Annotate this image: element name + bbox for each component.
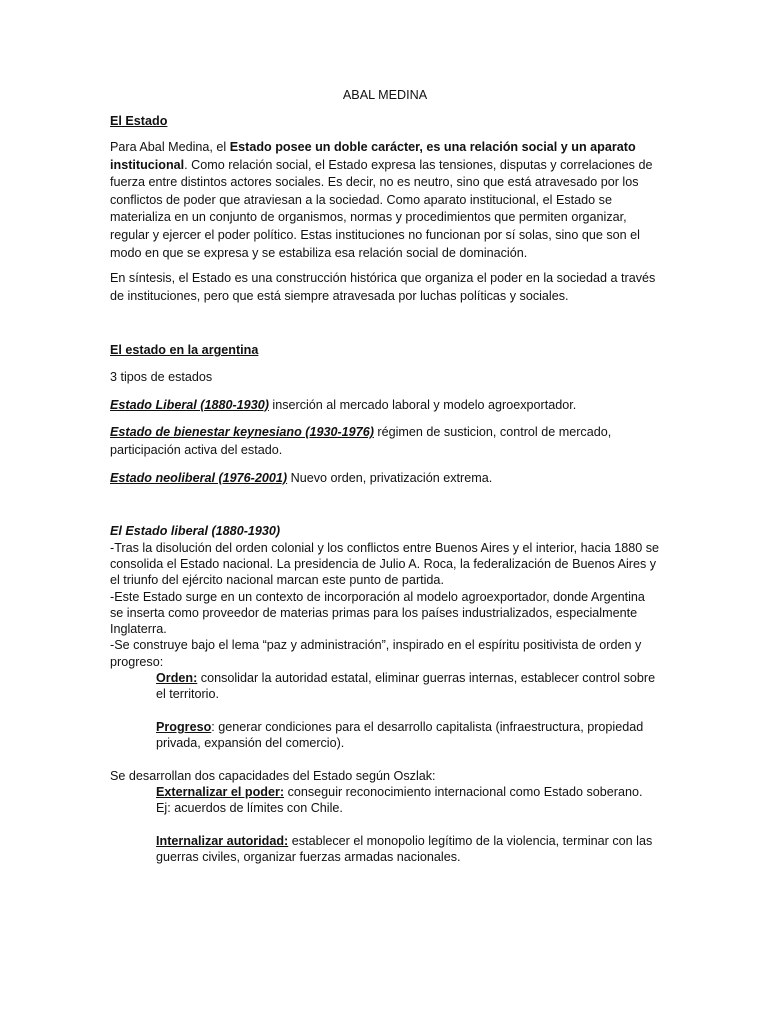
term-orden: Orden: [156, 671, 198, 686]
section-heading-estado-argentina: El estado en la argentina [110, 343, 259, 358]
capacidades-intro: Se desarrollan dos capacidades del Estado según Oszlak: [110, 768, 436, 783]
term-desc: establecer el monopolio legítimo de la violencia, terminar con las guerras civiles, organizar fuerzas armadas nacionales. [156, 833, 653, 865]
paragraph-text: Para Abal Medina, el [110, 140, 230, 154]
bullet-text: -Se construye bajo el lema “paz y administración”, inspirado en el espíritu positivista de orden y progreso: [110, 638, 642, 669]
indented-item-progreso [156, 719, 660, 752]
term-desc: consolidar la autoridad estatal, eliminar guerras internas, establecer control sobre el territorio. [156, 671, 656, 702]
bold-definition: Estado posee un doble carácter, es una relación social y un aparato institucional [110, 140, 636, 172]
state-type-item [110, 423, 660, 459]
state-type-item [110, 396, 660, 414]
term-progreso: Progreso [156, 719, 212, 734]
example-text: Ej: acuerdos de límites con Chile. [156, 801, 343, 816]
types-intro: 3 tipos de estados [110, 370, 213, 385]
term-desc: : generar condiciones para el desarrollo capitalista (infraestructura, propiedad privada, expansión del comercio). [156, 719, 644, 751]
section-heading-el-estado: El Estado [110, 114, 168, 128]
state-type-term: Estado de bienestar keynesiano (1930-1976) [110, 425, 374, 440]
indented-item-externalizar [156, 784, 660, 800]
state-type-term: Estado neoliberal (1976-2001) [110, 470, 288, 485]
paragraph-text: . Como relación social, el Estado expresa las tensiones, disputas y correlaciones de fuerza entre distintos actores sociales. Es decir, no es neutro, sino que está atravesado por los conflictos de poder que atraviesan a la sociedad. Como aparato institucional, el Estado se materializa en un conjunto de organismos, normas y procedimientos que permiten organizar, regular y ejercer el poder político. Estas instituciones no funcionan por sí solas, sino que son el modo en que se expresa y se estabiliza esa relación social de dominación. [110, 157, 653, 260]
paragraph-definition [110, 139, 660, 262]
term-externalizar: Externalizar el poder: [156, 785, 285, 800]
state-type-item [110, 469, 660, 487]
bullet-text: -Este Estado surge en un contexto de incorporación al modelo agroexportador, donde Argentina se inserta como proveedor de materias primas para los países industrializados, especialmente Inglaterra. [110, 589, 645, 637]
section-estado-liberal [110, 523, 660, 865]
state-type-desc: Nuevo orden, privatización extrema. [287, 470, 493, 485]
paragraph-synthesis: En síntesis, el Estado es una construcción histórica que organiza el poder en la sociedad a través de instituciones, pero que está siempre atravesada por luchas políticas y sociales. [110, 271, 656, 303]
document-title: ABAL MEDINA [342, 88, 428, 102]
indented-item-internalizar [156, 833, 660, 866]
term-internalizar: Internalizar autoridad: [156, 833, 289, 848]
state-type-desc: inserción al mercado laboral y modelo agroexportador. [268, 397, 577, 412]
section-heading-estado-liberal: El Estado liberal (1880-1930) [110, 524, 281, 539]
bullet-text: -Tras la disolución del orden colonial y los conflictos entre Buenos Aires y el interior, hacia 1880 se consolida el Estado nacional. La presidencia de Julio A. Roca, la federalización de Buenos Aires y el triunfo del ejército nacional marcan este punto de partida. [110, 540, 660, 588]
state-type-term: Estado Liberal (1880-1930) [110, 397, 269, 412]
term-desc: conseguir reconocimiento internacional como Estado soberano. [284, 785, 643, 800]
indented-item-orden [156, 670, 660, 703]
state-type-desc: régimen de susticion, control de mercado, participación activa del estado. [110, 425, 612, 458]
document-body [110, 86, 660, 866]
